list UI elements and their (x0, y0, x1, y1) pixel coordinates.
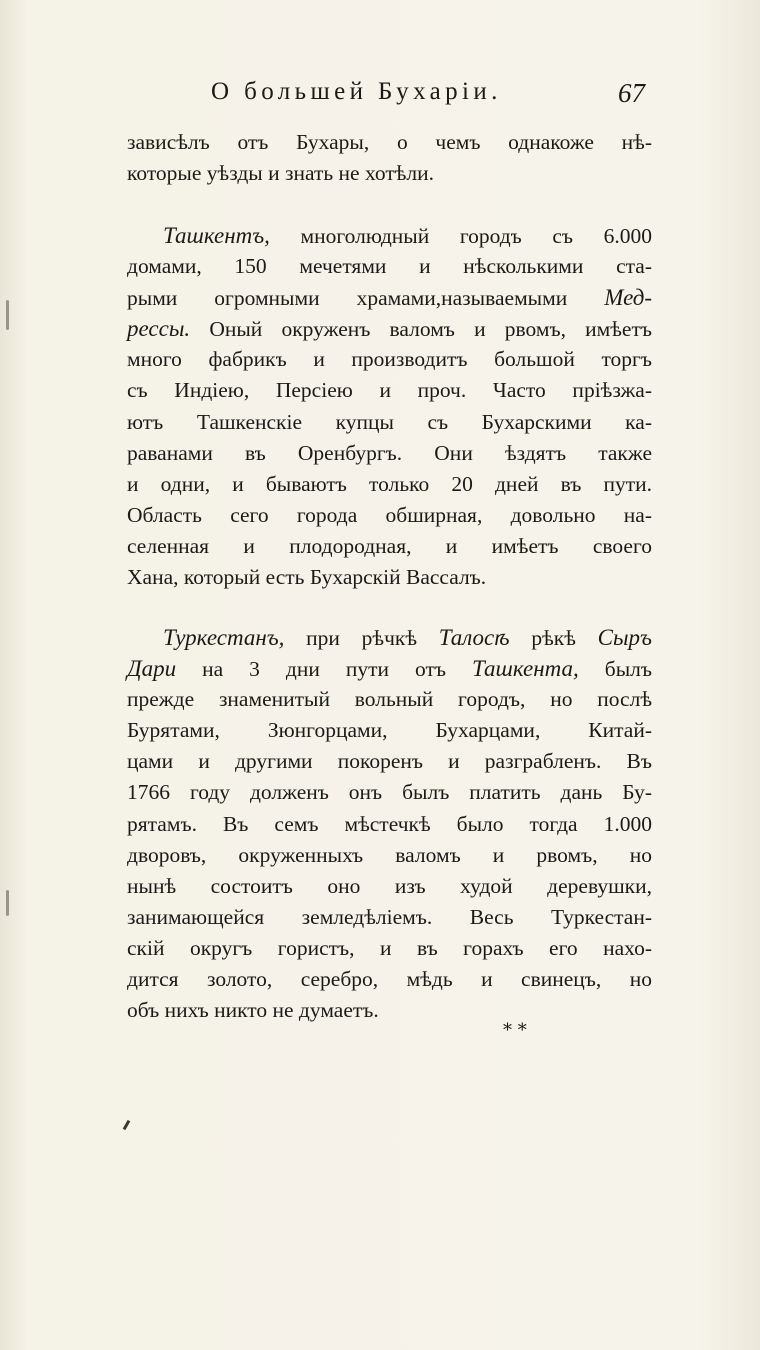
text-line: и одни, и бываютъ только 20 дней въ пути. (127, 471, 652, 496)
text-line (127, 653, 652, 684)
text-line: 1766 году долженъ онъ былъ платить дань Бу- (127, 780, 652, 805)
text-line: объ нихъ никто не думаетъ. (127, 998, 379, 1023)
italic-term: рессы. (127, 316, 191, 342)
text-line: дворовъ, окруженныхъ валомъ и рвомъ, но (127, 842, 652, 867)
text-line: ютъ Ташкенскіе купцы съ Бухарскими ка- (127, 409, 652, 434)
text-line (127, 622, 652, 653)
place-name: Ташкентъ, (163, 223, 270, 248)
text-run: многолюдный городъ съ 6.000 (269, 224, 652, 248)
italic-term: Мед- (604, 285, 652, 311)
text-line (127, 313, 652, 344)
text-line (127, 282, 652, 313)
gutter-stain (6, 890, 9, 916)
text-line: раванами въ Оренбургъ. Они ѣздятъ также (127, 440, 652, 465)
text-line: Хана, который есть Бухарскій Вассалъ. (127, 565, 487, 590)
text-run: Оный окруженъ валомъ и рвомъ, имѣетъ (190, 317, 652, 342)
text-run: рѣкѣ (509, 626, 598, 650)
text-line: домами, 150 мечетями и нѣсколькими ста- (127, 254, 652, 279)
text-run: при рѣчкѣ (284, 626, 439, 650)
paragraph-turkestan (127, 622, 652, 1026)
italic-term: Ташкента, (472, 656, 579, 682)
place-name: Туркестанъ, (163, 625, 285, 650)
text-line: занимающейся земледѣліемъ. Весь Туркестан- (127, 904, 652, 929)
paragraph-tashkent (127, 220, 652, 593)
italic-term: Дари (127, 656, 177, 682)
text-line: Область сего города обширная, довольно на- (127, 502, 652, 527)
text-line: скій округъ гористъ, и въ горахъ его нахо- (127, 935, 652, 960)
page-title: О большей Бухаріи. (211, 78, 502, 105)
gutter-stain (6, 300, 9, 330)
text-line: которые уѣзды и знать не хотѣли. (127, 161, 435, 186)
text-run: рыми огромными храмами,называемыми (127, 286, 605, 311)
text-line: Бурятами, Зюнгорцами, Бухарцами, Китай- (127, 718, 652, 743)
text-line: нынѣ состоитъ оно изъ худой деревушки, (127, 873, 652, 898)
text-line: зависѣлъ отъ Бухары, о чемъ однакоже нѣ- (127, 130, 652, 154)
text-run: былъ (578, 657, 653, 682)
text-line: съ Индіею, Персіею и проч. Часто пріѣзжа- (127, 378, 652, 403)
paragraph-continuation (127, 127, 652, 189)
text-line: прежде знаменитый вольный городъ, но послѣ (127, 687, 652, 712)
text-run: на 3 дни пути отъ (176, 657, 472, 682)
text-line: селенная и плодородная, и имѣетъ своего (127, 533, 652, 558)
running-header (211, 78, 651, 112)
text-line: цами и другими покоренъ и разграбленъ. Въ (127, 749, 652, 774)
page-number: 67 (618, 78, 645, 108)
text-line: много фабрикъ и производитъ большой торгъ (127, 347, 652, 372)
italic-term: Сыръ (597, 625, 652, 650)
italic-term: Талосѣ (438, 625, 510, 650)
ink-speck (123, 1120, 131, 1130)
text-line: рятамъ. Въ семъ мѣстечкѣ было тогда 1.000 (127, 811, 652, 836)
signature-mark: * * (503, 1020, 527, 1041)
text-line (127, 220, 652, 251)
text-line: дится золото, серебро, мѣдь и свинецъ, но (127, 967, 652, 992)
